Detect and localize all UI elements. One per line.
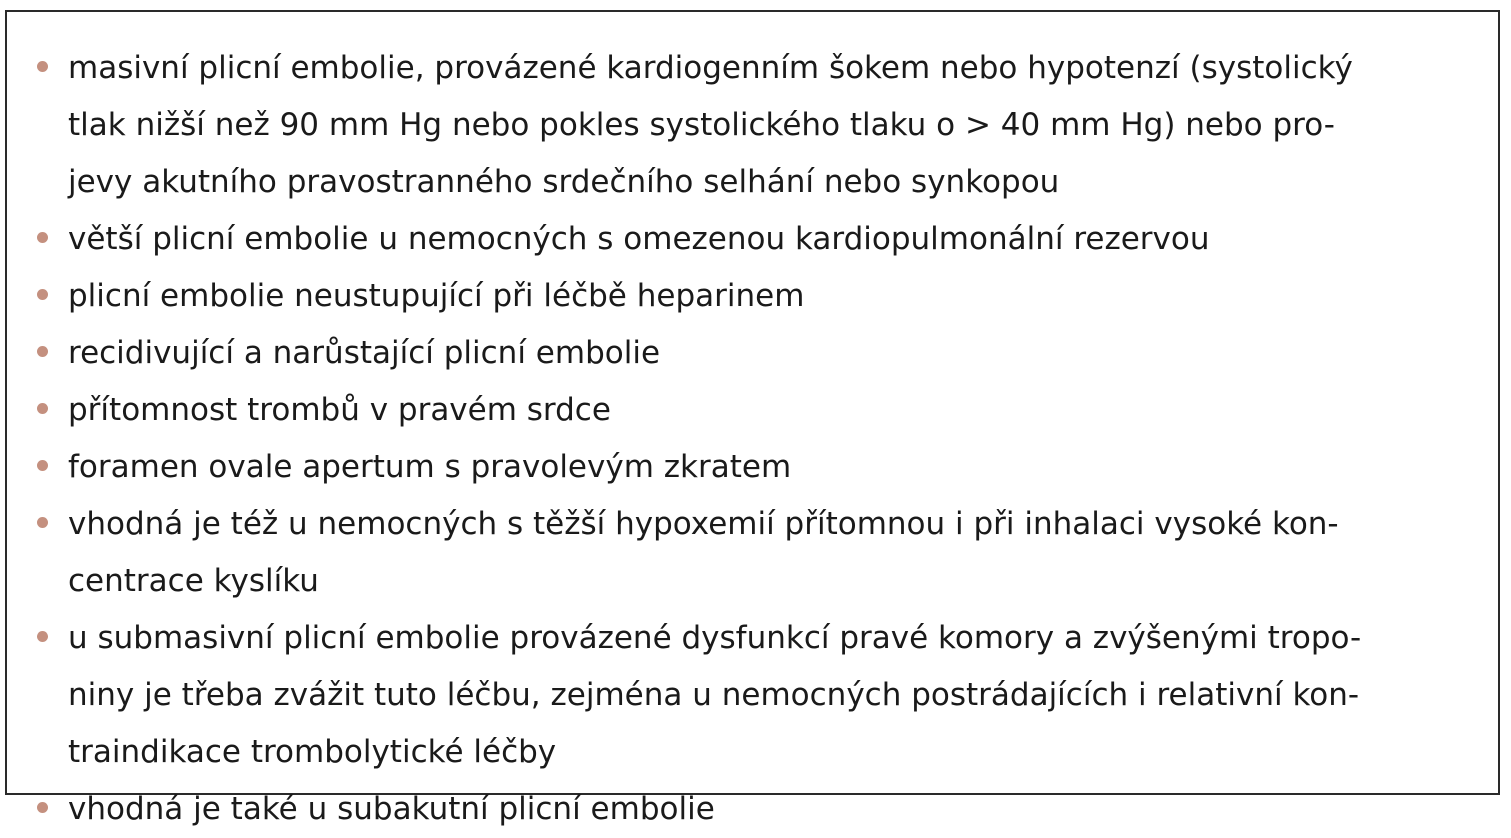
bullet-icon bbox=[37, 403, 48, 414]
list-item bbox=[37, 211, 1487, 268]
list-item-line: u submasivní plicní embolie provázené dysfunkcí pravé komory a zvýšenými tropo- bbox=[68, 620, 1362, 656]
bullet-icon bbox=[37, 802, 48, 813]
list-item-line: přítomnost trombů v pravém srdce bbox=[68, 392, 611, 428]
list-item bbox=[37, 496, 1487, 610]
list-item-line: recidivující a narůstající plicní embolie bbox=[68, 335, 661, 371]
list-item-line: vhodná je také u subakutní plicní embolie bbox=[68, 791, 715, 827]
list-item bbox=[37, 325, 1487, 382]
indications-list bbox=[37, 40, 1487, 838]
bullet-icon bbox=[37, 631, 48, 642]
list-item-line: traindikace trombolytické léčby bbox=[68, 734, 557, 770]
list-item-line: plicní embolie neustupující při léčbě heparinem bbox=[68, 278, 805, 314]
list-item-line: centrace kyslíku bbox=[68, 563, 319, 599]
list-item-line: větší plicní embolie u nemocných s omezenou kardiopulmonální rezervou bbox=[68, 221, 1210, 257]
list-item-line: vhodná je též u nemocných s těžší hypoxemií přítomnou i při inhalaci vysoké kon- bbox=[68, 506, 1339, 542]
bullet-icon bbox=[37, 289, 48, 300]
bullet-icon bbox=[37, 346, 48, 357]
list-item bbox=[37, 781, 1487, 838]
bullet-icon bbox=[37, 61, 48, 72]
list-item bbox=[37, 40, 1487, 211]
list-item bbox=[37, 610, 1487, 781]
list-item bbox=[37, 439, 1487, 496]
list-item-line: tlak nižší než 90 mm Hg nebo pokles systolického tlaku o > 40 mm Hg) nebo pro- bbox=[68, 107, 1335, 143]
bullet-icon bbox=[37, 232, 48, 243]
list-item-line: foramen ovale apertum s pravolevým zkratem bbox=[68, 449, 792, 485]
list-item-line: jevy akutního pravostranného srdečního selhání nebo synkopou bbox=[68, 164, 1060, 200]
list-item-line: masivní plicní embolie, provázené kardiogenním šokem nebo hypotenzí (systolický bbox=[68, 50, 1353, 86]
indications-box bbox=[5, 10, 1500, 827]
list-item bbox=[37, 382, 1487, 439]
bullet-icon bbox=[37, 460, 48, 471]
list-item-line: niny je třeba zvážit tuto léčbu, zejména u nemocných postrádajících i relativní kon- bbox=[68, 677, 1360, 713]
list-item bbox=[37, 268, 1487, 325]
bullet-icon bbox=[37, 517, 48, 528]
